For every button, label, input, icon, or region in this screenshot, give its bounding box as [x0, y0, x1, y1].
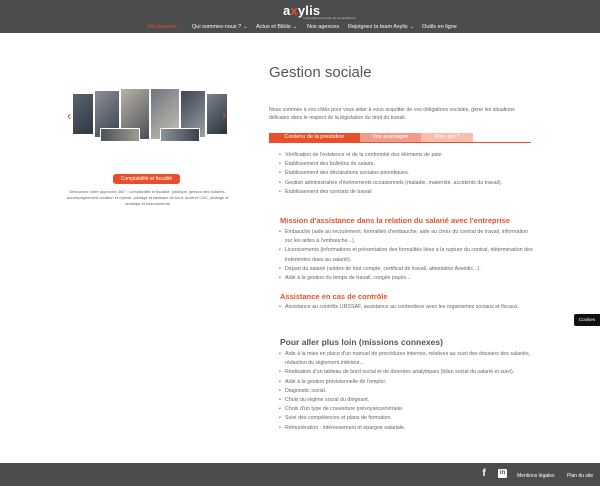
controle-list	[285, 303, 533, 312]
tab-bar	[269, 133, 473, 142]
chevron-down-icon: ⌄	[243, 24, 248, 30]
list-item: • Choix d'un type de couverture prévoyance/retraite.	[285, 405, 533, 414]
logo-part: a	[283, 3, 291, 18]
main-nav	[0, 23, 600, 33]
nav-item-rejoignez[interactable]	[348, 23, 414, 31]
carousel-next-arrow-icon[interactable]: ›	[222, 107, 227, 122]
logo-accent: x	[290, 3, 298, 18]
facebook-icon[interactable]: f	[482, 468, 486, 479]
chevron-down-icon: ⌄	[292, 24, 298, 30]
carousel-prev-arrow-icon[interactable]: ‹	[67, 108, 72, 123]
site-header	[0, 0, 600, 33]
list-item: • Établissement des bulletins de salaire.	[285, 160, 533, 169]
linkedin-icon[interactable]: in	[499, 470, 506, 476]
nav-label: Outils en ligne	[422, 24, 457, 30]
site-footer	[0, 463, 600, 486]
carousel-photo	[72, 93, 94, 135]
list-item: • Aide à la mise en place d'un manuel de procédures internes, relatives au suivi des dossiers des salariés, rédaction du règlement intérieur...	[285, 350, 533, 368]
list-item: • Aide à la gestion du temps de travail, congés payés...	[285, 274, 533, 283]
list-item: • Établissement des contrats de travail	[285, 188, 533, 197]
nav-label: Qui sommes-nous ?	[192, 24, 242, 30]
missions-connexes-list	[285, 350, 533, 433]
footer-link-mentions-legales[interactable]: Mentions légales	[517, 473, 555, 479]
tab-contenu-prestation[interactable]: Contenu de la prestation	[269, 133, 360, 142]
list-item: • Suivi des compétences et plans de formation.	[285, 414, 533, 423]
chevron-down-icon: ⌄	[409, 24, 414, 30]
list-item: • Gestion administrative d'événements occasionnels (maladie, maternité, accidents du travail).	[285, 179, 533, 188]
nav-item-qui-sommes-nous[interactable]	[192, 23, 247, 31]
carousel-caption-text: Découvrez notre approche 360° : comptabilité et fiscalité, juridique, gestion des salariés, accompagnement création et reprise, pilotage et tableaux de bord, audit et CAC, pilotage et stratégie et financements	[66, 189, 229, 207]
carousel-photo	[160, 128, 200, 142]
list-item: • Aide à la gestion prévisionnelle de l'emploi.	[285, 378, 533, 387]
assistance-relation-list	[285, 228, 533, 283]
tab-vos-avantages[interactable]: Vos avantages	[360, 133, 421, 142]
nav-item-outils-en-ligne[interactable]	[422, 23, 457, 31]
page-title: Gestion sociale	[269, 64, 372, 81]
photo-carousel[interactable]	[70, 88, 230, 148]
carousel-caption-button[interactable]: Comptabilité et fiscalité	[113, 174, 180, 184]
chevron-down-icon: ⌄	[178, 24, 183, 30]
prestation-list	[285, 151, 533, 197]
nav-item-nos-agences[interactable]	[307, 23, 339, 31]
list-item: • Licenciements (informations et présentation des formalités liées à la rupture du contrat, détermination des indemnités dues au salarié).	[285, 246, 533, 264]
nav-label: Rejoignez la team Axylis	[348, 24, 408, 30]
page-intro: Nous sommes à vos côtés pour vous aider à vous acquitter de vos obligations sociales, gérer les situations délicates dans le respect de la législation du droit du travail.	[269, 107, 515, 121]
list-item: • Diagnostic social.	[285, 387, 533, 396]
section-title-controle: Assistance en cas de contrôle	[280, 292, 388, 301]
nav-label: Nos agences	[307, 24, 340, 30]
list-item: • Choix du régime social du dirigeant.	[285, 396, 533, 405]
footer-link-plan-du-site[interactable]: Plan du site	[567, 473, 594, 479]
logo-part: ylis	[297, 3, 321, 18]
list-item: • Assistance au contrôle URSSAF, assistance au contentieux avec les organismes sociaux et fiscaux.	[285, 303, 533, 312]
carousel-photo	[100, 128, 140, 142]
logo-tagline: L'expertise au service de vos ambitions	[303, 16, 356, 20]
list-item: • Vérification de l'existence et de la conformité des éléments de paie.	[285, 151, 533, 160]
list-item: • Rémunération : intéressement et épargne salariale.	[285, 424, 533, 433]
nav-label: Vos besoins	[147, 24, 177, 30]
cookies-button[interactable]: Cookies	[574, 314, 600, 326]
list-item: • Réalisation d'un tableau de bord social et de données analytiques (bilan social du salarié et suivi).	[285, 368, 533, 377]
list-item: • Embauche (aide au recrutement, formalités d'embauche, aide au choix du contrat de travail, information sur les aides à l'embauche...).	[285, 228, 533, 246]
tab-underline	[269, 142, 531, 143]
nav-label: Actus et Biblio	[256, 24, 291, 30]
nav-item-actus-biblio[interactable]	[256, 23, 297, 31]
section-title-missions-connexes: Pour aller plus loin (missions connexes)	[280, 337, 443, 347]
list-item: • Départ du salarié (soldes de tout compte, certificat de travail, attestation Assédic...).	[285, 265, 533, 274]
nav-item-vos-besoins[interactable]	[147, 23, 183, 31]
list-item: • Établissement des déclarations sociales périodiques.	[285, 169, 533, 178]
section-title-assistance-relation: Mission d'assistance dans la relation du salarié avec l'entreprise	[280, 216, 510, 225]
tab-pour-qui[interactable]: Pour qui ?	[421, 133, 473, 142]
